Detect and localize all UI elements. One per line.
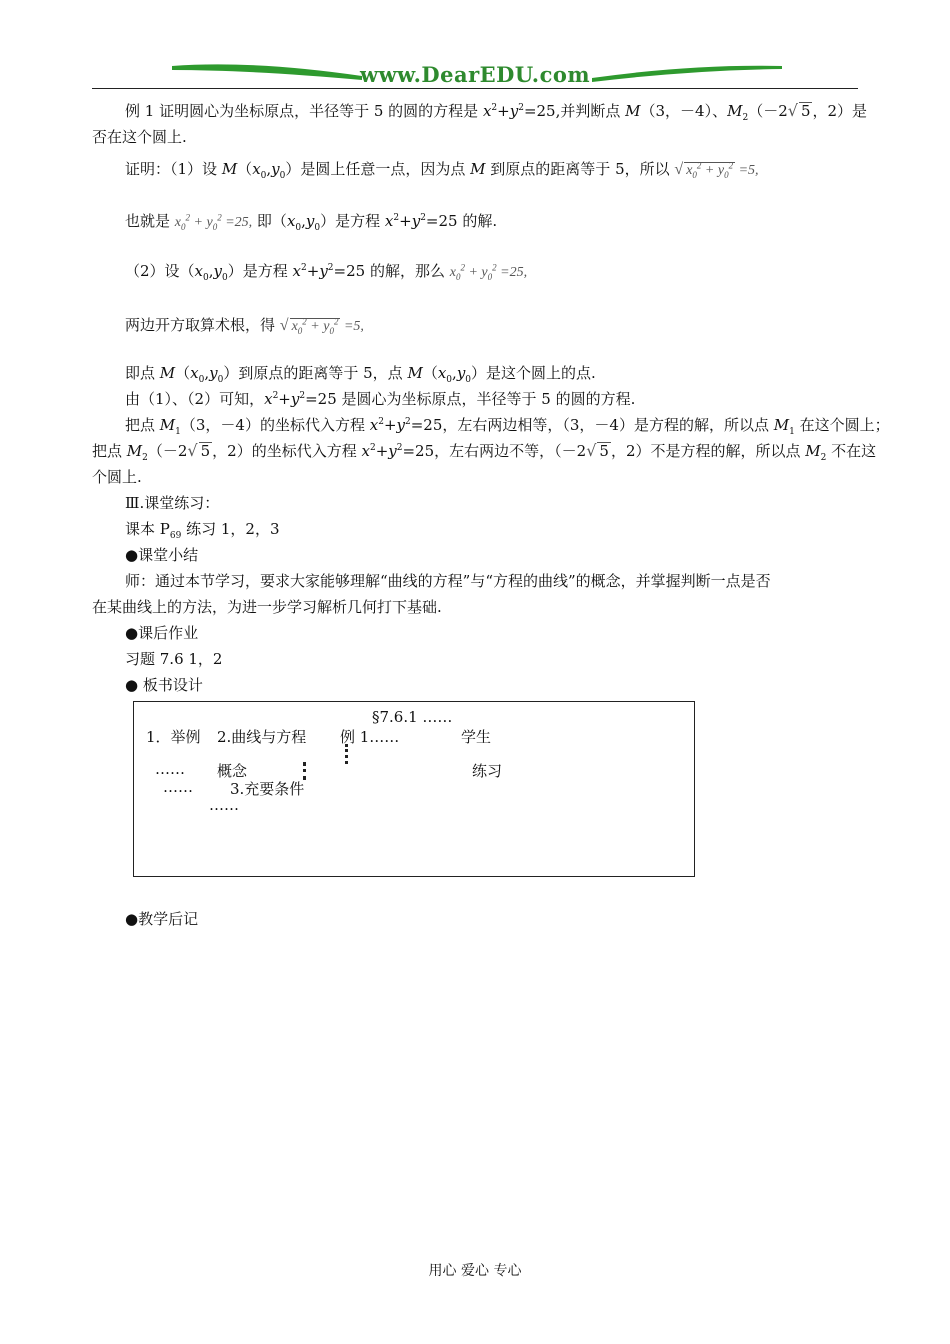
formula-eq25: $x_0^2 + y_0^2 =25$, (174, 212, 253, 232)
proof-conclusion: 由（1）、（2）可知，$x^2+y^2=25$ 是圆心为坐标原点，半径等于 5 的圆的方程. (125, 390, 636, 408)
formula-sqrt-eq5: √ $x_0^2 + y_0^2 =5$, (674, 160, 759, 180)
header-rule (92, 88, 858, 89)
section-practice: Ⅲ.课堂练习： (125, 494, 220, 512)
section-homework: ●课后作业 (125, 624, 199, 642)
formula-eq25-b: $x_0^2 + y_0^2 =25$, (449, 262, 528, 282)
summary-text: 师：通过本节学习，要求大家能够理解“曲线的方程”与“方程的曲线”的概念，并掌握判断一点是否 (125, 572, 771, 590)
proof-line-5: 即点 $M(x_0,y_0)$到原点的距离等于 5，点 $M(x_0,y_0)$是这个圆上的点. (125, 364, 596, 385)
example-1-statement: 例 1 证明圆心为坐标原点，半径等于 5 的圆的方程是 $x^2+y^2=25$,并判断点 M（3，－4）、$M_2(-2√$ 5 ，2）是 (125, 101, 868, 123)
board-ellipsis-1: …… (155, 760, 185, 778)
header-logo (92, 58, 858, 90)
board-col-3: 例 1…… (340, 728, 400, 746)
board-col-1: 1．举例 (146, 728, 201, 746)
check-m2-cont: 个圆上. (92, 468, 142, 486)
board-ellipsis-3: …… (209, 796, 239, 814)
homework-items: 习题 7.6 1，2 (125, 650, 223, 668)
board-col-4: 学生 (461, 728, 492, 746)
board-title: §7.6.1 …… (372, 708, 453, 726)
board-dotted-divider-1 (345, 744, 348, 764)
proof-line-4: 两边开方取算术根，得 √ $x_0^2 + y_0^2 =5$, (125, 316, 364, 336)
proof-line-1: 证明：（1）设 $M(x_0,y_0)$是圆上任意一点，因为点 M 到原点的距离等于 5，所以 √ $x_0^2 + y_0^2 =5$, (125, 160, 759, 181)
check-m1: 把点 $M_1(3$，－4）的坐标代入方程 $x^2+y^2=25$，左右两边相等，（3，－4）是方程的解，所以点 $M_1$ 在这个圆上； (125, 416, 890, 437)
check-m2: 把点 $M_2(-2√$ 5 ，2）的坐标代入方程 $x^2+y^2=25$，左右两边不等，（－2√ 5 ，2）不是方程的解，所以点 $M_2$ 不在这 (92, 441, 877, 463)
logo-text: www.DearEDU.com (360, 62, 591, 87)
page-footer: 用心 爱心 专心 (428, 1263, 522, 1279)
proof-line-2: 也就是 $x_0^2 + y_0^2 =25$, 即$(x_0,y_0)$是方程 $x^2+y^2=25$ 的解. (125, 212, 498, 233)
example-1-statement-cont: 否在这个圆上. (92, 128, 187, 146)
summary-text-cont: 在某曲线上的方法，为进一步学习解析几何打下基础. (92, 598, 442, 616)
formula-sqrt-eq5-b: √ $x_0^2 + y_0^2 =5$, (279, 316, 364, 336)
board-condition: 3.充要条件 (230, 780, 305, 798)
practice-items: 课本 $P_{69}$ 练习 1，2，3 (125, 520, 280, 541)
board-practice: 练习 (472, 762, 503, 780)
section-afterword: ●教学后记 (125, 910, 199, 928)
section-summary: ●课堂小结 (125, 546, 199, 564)
board-col-2: 2.曲线与方程 (217, 728, 307, 746)
proof-line-3: （2）设$(x_0,y_0)$是方程 $x^2+y^2=25$ 的解，那么 $x_0^2 + y_0^2 =25$, (125, 262, 528, 283)
board-concept: 概念 (217, 762, 248, 780)
section-board-design: ● 板书设计 (125, 676, 203, 694)
board-ellipsis-2: …… (163, 778, 193, 796)
